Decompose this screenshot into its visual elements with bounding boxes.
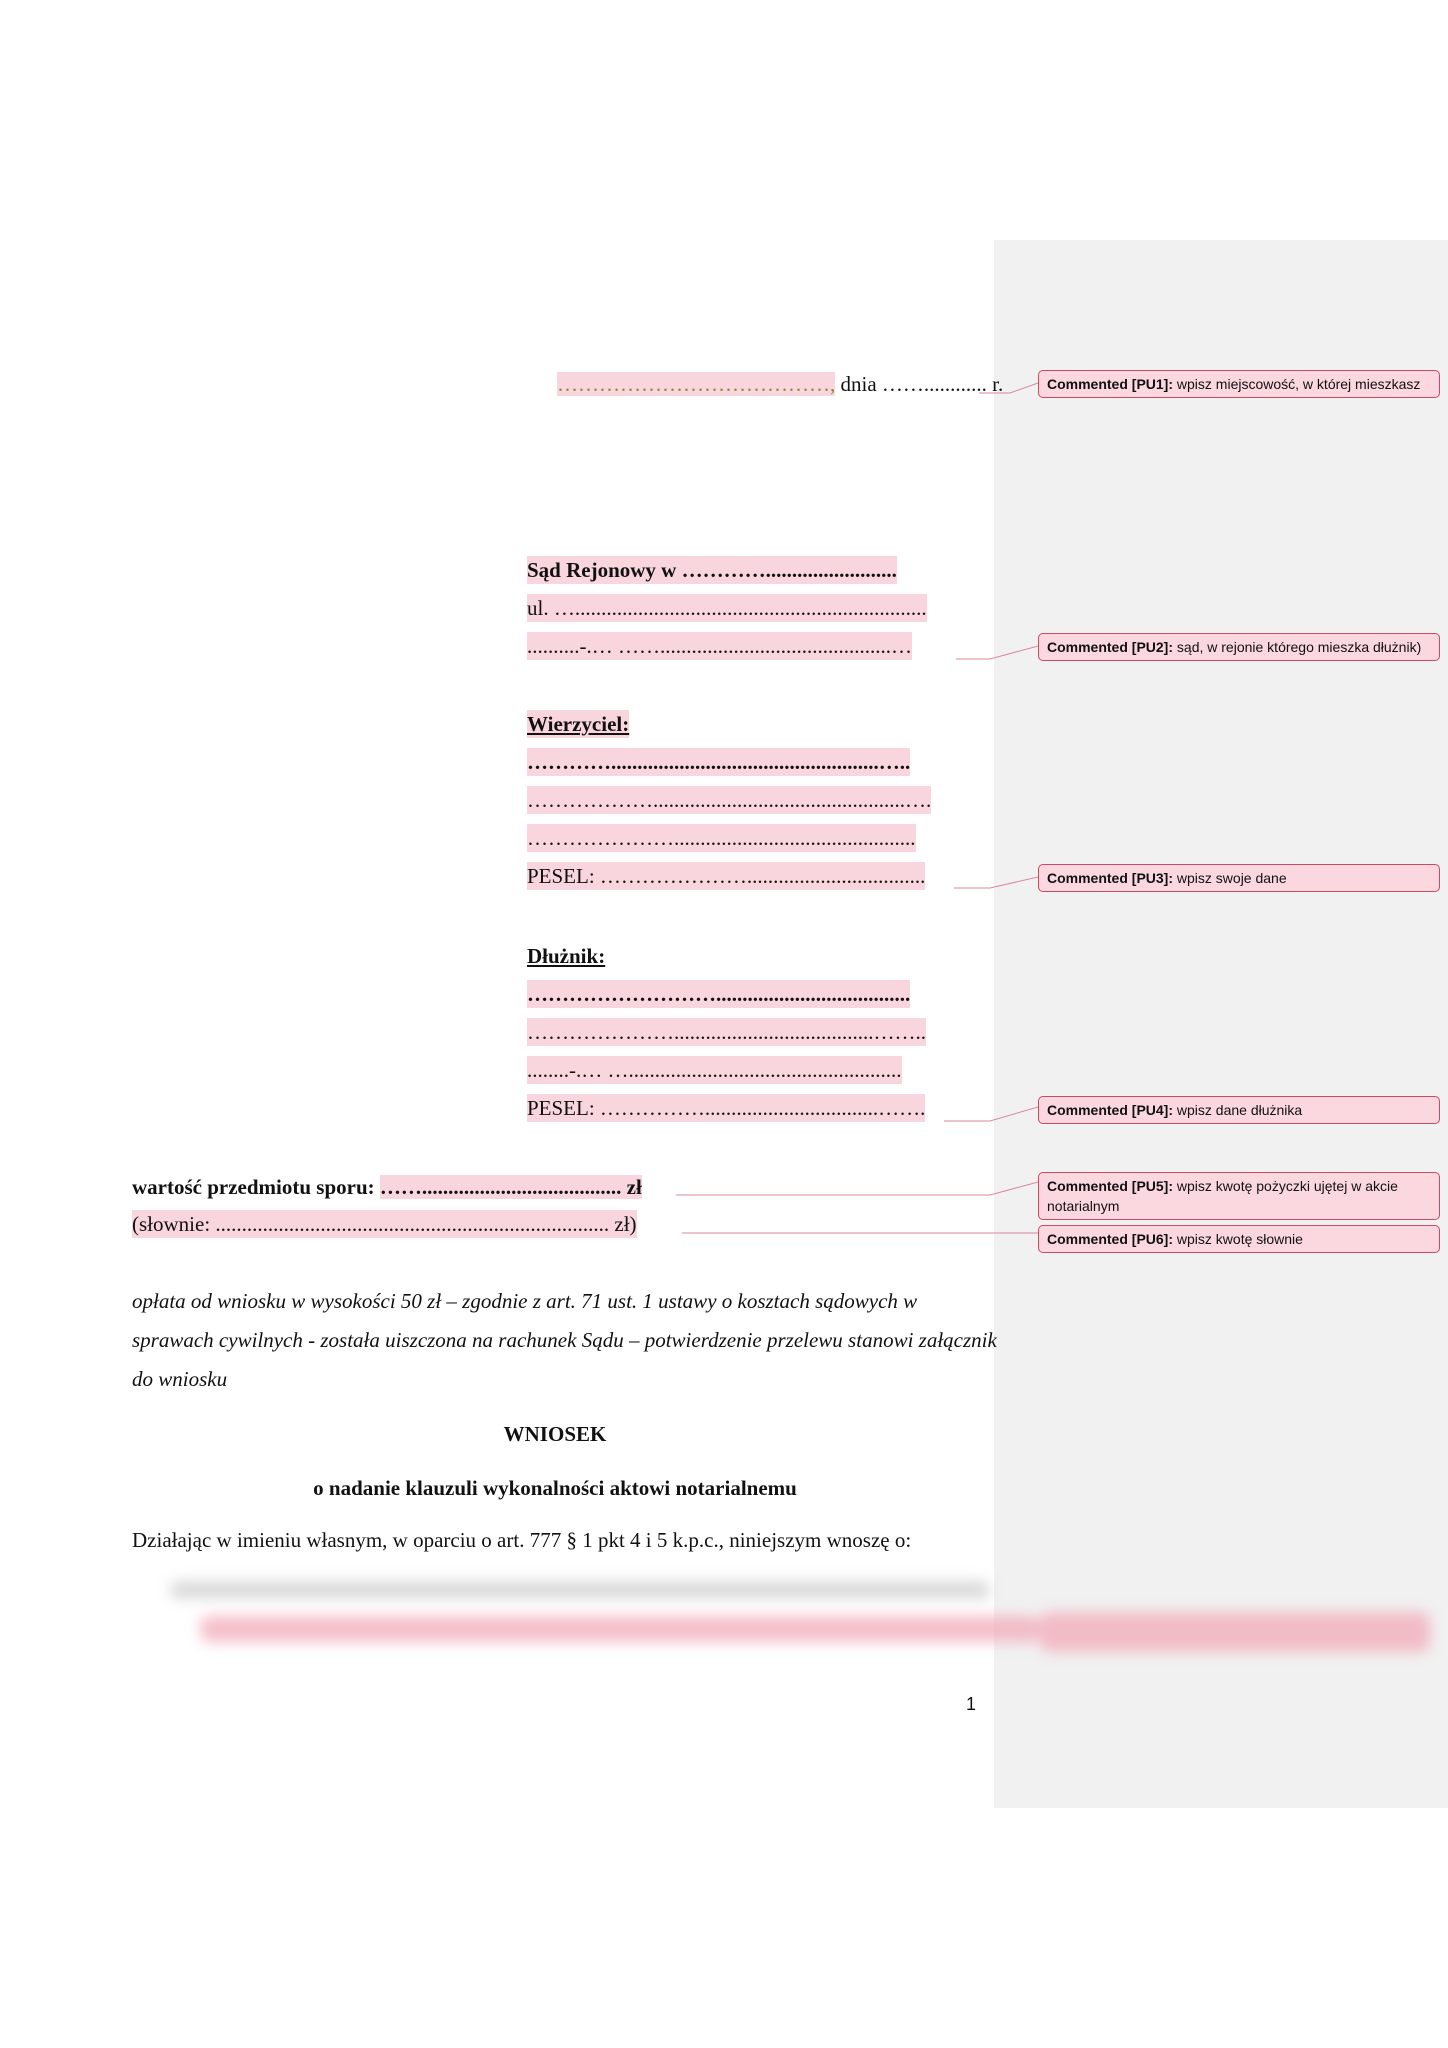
- claim-amount-field[interactable]: ……...................................... zł: [379, 1175, 642, 1199]
- intro-paragraph: Działając w imieniu własnym, w oparciu o art. 777 § 1 pkt 4 i 5 k.p.c., niniejszym wnoszę o:: [132, 1528, 912, 1552]
- comment-pu1[interactable]: [1038, 370, 1440, 398]
- claim-words-field[interactable]: (słownie: ........................................................................... zł): [132, 1212, 637, 1236]
- debtor-name-field[interactable]: ……………………….....................................: [527, 982, 911, 1006]
- comment-text: wpisz kwotę pożyczki ujętej w akcie notarialnym: [1047, 1178, 1398, 1214]
- fee-note: opłata od wniosku w wysokości 50 zł – zgodnie z art. 71 ust. 1 ustawy o kosztach sądowych w sprawach cywilnych - została uiszczona na rachunek Sądu – potwierdzenie przelewu stanowi załącznik do wniosku: [132, 1289, 997, 1391]
- comment-tag: Commented [PU2]:: [1047, 639, 1174, 655]
- comment-text: wpisz dane dłużnika: [1173, 1102, 1303, 1118]
- creditor-street-field[interactable]: ………………................................................….: [527, 788, 932, 812]
- date-field[interactable]: dnia ……............ r.: [835, 372, 1004, 396]
- place-date-line: [557, 370, 1003, 398]
- comments-margin-pane: [994, 240, 1448, 1808]
- comment-tag: Commented [PU3]:: [1047, 870, 1174, 886]
- document-subtitle: o nadanie klauzuli wykonalności aktowi notarialnemu: [313, 1476, 797, 1500]
- comment-text: wpisz miejscowość, w której mieszkasz: [1173, 376, 1421, 392]
- connector-pu5: [676, 1182, 1038, 1195]
- comment-tag: Commented [PU5]:: [1047, 1178, 1174, 1194]
- comment-text: sąd, w rejonie którego mieszka dłużnik): [1173, 639, 1422, 655]
- comment-tag: Commented [PU1]:: [1047, 376, 1174, 392]
- claim-value-label: wartość przedmiotu sporu:: [132, 1175, 380, 1199]
- place-field[interactable]: …………………………………,: [557, 372, 836, 396]
- creditor-heading: Wierzyciel:: [527, 712, 630, 736]
- page-number: 1: [966, 1694, 977, 1714]
- comment-tag: Commented [PU4]:: [1047, 1102, 1174, 1118]
- creditor-city-field[interactable]: …………………..............................................: [527, 826, 916, 850]
- comment-text: wpisz swoje dane: [1173, 870, 1287, 886]
- creditor-pesel-field[interactable]: PESEL: …………………..................................: [527, 864, 926, 888]
- court-name-field[interactable]: Sąd Rejonowy w ………….........................: [527, 558, 897, 582]
- comment-tag: Commented [PU6]:: [1047, 1231, 1174, 1247]
- comment-pu6[interactable]: [1038, 1225, 1440, 1253]
- comment-pu5[interactable]: [1038, 1172, 1440, 1220]
- debtor-city-field[interactable]: ........-.… …....................................................: [527, 1058, 902, 1082]
- court-street-field[interactable]: ul. …...................................................................: [527, 596, 927, 620]
- blurred-content: [140, 1576, 1440, 1686]
- comment-pu2[interactable]: [1038, 633, 1440, 661]
- court-city-field[interactable]: ..........-.… ……............................................…: [527, 634, 912, 658]
- debtor-heading: Dłużnik:: [527, 944, 606, 968]
- debtor-street-field[interactable]: …………………......................................……..: [527, 1020, 926, 1044]
- comment-pu3[interactable]: [1038, 864, 1440, 892]
- comment-text: wpisz kwotę słownie: [1173, 1231, 1303, 1247]
- debtor-pesel-field[interactable]: PESEL: …………….................................…….: [527, 1096, 926, 1120]
- comment-pu4[interactable]: [1038, 1096, 1440, 1124]
- creditor-name-field[interactable]: …………...................................................…..: [527, 750, 911, 774]
- document-title: WNIOSEK: [503, 1422, 607, 1446]
- claim-value-line: [132, 1173, 642, 1201]
